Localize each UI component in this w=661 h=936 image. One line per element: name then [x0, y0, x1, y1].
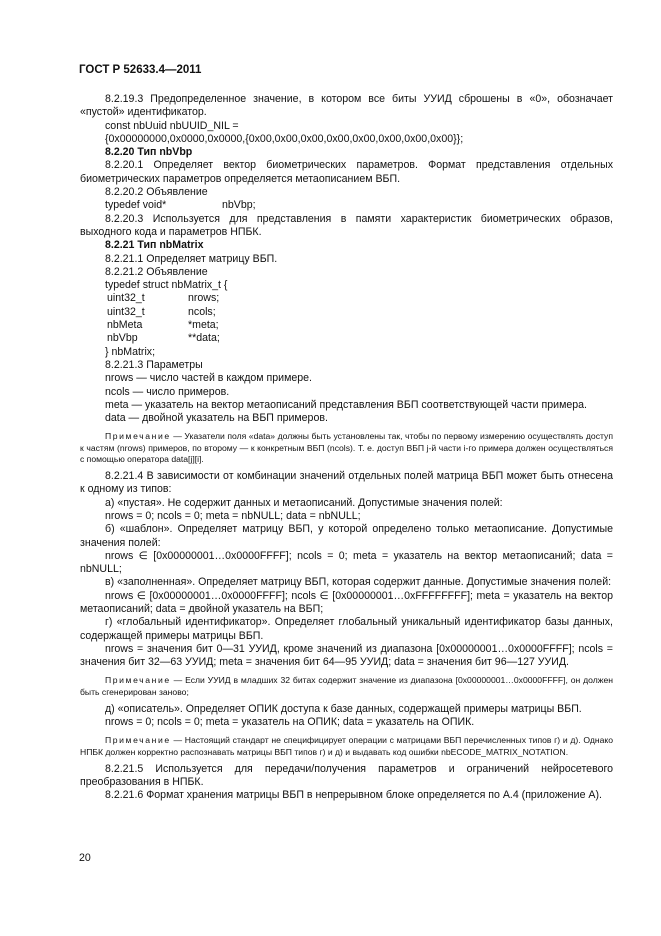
para-8-2-20-3: 8.2.20.3 Используется для представления в памяти характеристик биометрических образов, выходного кода и параметров НПБК.	[80, 212, 613, 238]
note-3	[80, 735, 613, 757]
type-g: г) «глобальный идентификатор». Определяет глобальный уникальный идентификатор базы данных, содержащей примеры матрицы ВБП.	[80, 616, 613, 642]
struct-field: nbVbp **data;	[107, 332, 220, 345]
param-line: meta — указатель на вектор метаописаний представления ВБП соответствующей части примера.	[105, 398, 587, 411]
note-label: Примечание	[105, 675, 171, 686]
para-8-2-21-5: 8.2.21.5 Используется для передачи/получения параметров и ограничений нейросетевого преобразования в НПБК.	[80, 762, 613, 789]
note-text: — Указатели поля «data» должны быть установлены так, чтобы по первому измерению осуществлять доступ к частям (nrows) примеров, по второму — к конкретным ВБП (ncols). Т. е. доступ ВБП j-й части i-го примера должен осуществляться с помощью оператора data[j][i].	[80, 431, 613, 464]
page-number: 20	[79, 852, 91, 864]
heading-8-2-20: 8.2.20 Тип nbVbp	[105, 146, 193, 159]
para-8-2-21-2: 8.2.21.2 Объявление	[105, 265, 208, 278]
type-v-values: nrows ∈ [0x00000001…0x0000FFFF]; ncols ∈ [0x00000001…0xFFFFFFFF]; meta = указатель на вектор метаописаний; data = двойной указатель на ВБП;	[80, 589, 613, 615]
para-8-2-21-6: 8.2.21.6 Формат хранения матрицы ВБП в непрерывном блоке определяется по А.4 (приложение А).	[105, 789, 602, 802]
struct-fields	[107, 292, 220, 345]
note-label: Примечание	[105, 735, 171, 746]
type-a-values: nrows = 0; ncols = 0; meta = nbNULL; data = nbNULL;	[105, 509, 361, 522]
heading-8-2-21: 8.2.21 Тип nbMatrix	[105, 239, 204, 252]
struct-field: uint32_t nrows;	[107, 292, 220, 305]
param-line: nrows — число частей в каждом примере.	[105, 372, 312, 385]
code-line: const nbUuid nbUUID_NIL =	[105, 119, 239, 132]
type-a: а) «пустая». Не содержит данных и метаописаний. Допустимые значения полей:	[105, 496, 503, 509]
para-8-2-21-3: 8.2.21.3 Параметры	[105, 358, 203, 371]
type-v: в) «заполненная». Определяет матрицу ВБП, которая содержит данные. Допустимые значения полей:	[105, 576, 612, 589]
document-header: ГОСТ Р 52633.4—2011	[79, 64, 202, 76]
note-2	[80, 675, 613, 697]
type-g-values: nrows = значения бит 0—31 УУИД, кроме значений из диапазона [0x00000001…0x0000FFFF]; ncols = значения бит 32—63 УУИД; meta = значения бит 64—95 УУИД; data = значения бит 96—127 УУИД.	[80, 642, 613, 669]
note-label: Примечание	[105, 431, 171, 442]
struct-field: uint32_t ncols;	[107, 305, 216, 318]
param-line: data — двойной указатель на ВБП примеров.	[105, 412, 328, 425]
code-line	[80, 199, 613, 212]
struct-field: nbMeta *meta;	[107, 319, 219, 332]
decl-keyword: typedef void*	[105, 199, 167, 212]
note-text: — Настоящий стандарт не специфицирует операции с матрицами ВБП перечисленных типов г) и д). Однако НПБК должен корректно распознавать матрицы ВБП типов г) и д) и выдавать код ошибки nbECODE_MATRIX_NOTATION.	[80, 735, 613, 757]
para-8-2-21-4: 8.2.21.4 В зависимости от комбинации значений отдельных полей матрица ВБП может быть отнесена к одному из типов:	[80, 470, 613, 496]
document-body	[80, 93, 613, 803]
type-b-values: nrows ∈ [0x00000001…0x0000FFFF]; ncols = 0; meta = указатель на вектор метаописаний; data = nbNULL;	[80, 549, 613, 576]
type-d: д) «описатель». Определяет ОПИК доступа к базе данных, содержащей примеры матрицы ВБП.	[105, 702, 582, 715]
para-8-2-20-1: 8.2.20.1 Определяет вектор биометрических параметров. Формат представления отдельных биометрических параметров определяется метаописанием ВБП.	[80, 159, 613, 185]
param-line: ncols — число примеров.	[105, 385, 230, 398]
type-d-values: nrows = 0; ncols = 0; meta = указатель на ОПИК; data = указатель на ОПИК.	[105, 716, 475, 729]
para-8-2-20-2: 8.2.20.2 Объявление	[105, 186, 208, 199]
para-8-2-21-1: 8.2.21.1 Определяет матрицу ВБП.	[105, 252, 278, 265]
code-line: } nbMatrix;	[105, 345, 156, 358]
decl-name: nbVbp;	[222, 199, 256, 212]
type-b: б) «шаблон». Определяет матрицу ВБП, у которой определено только метаописание. Допустимые значения полей:	[80, 523, 613, 549]
code-line: typedef struct nbMatrix_t {	[105, 279, 228, 292]
note-1	[80, 431, 613, 465]
note-text: — Если УУИД в младших 32 битах содержит значение из диапазона [0x00000001…0x0000FFFF], он должен быть сгенерирован заново;	[80, 675, 613, 697]
code-line: {0x00000000,0x0000,0x0000,{0x00,0x00,0x00,0x00,0x00,0x00,0x00,0x00}};	[105, 132, 464, 145]
para-8-2-19-3: 8.2.19.3 Предопределенное значение, в котором все биты УУИД сброшены в «0», обозначает «пустой» идентификатор.	[80, 93, 613, 119]
